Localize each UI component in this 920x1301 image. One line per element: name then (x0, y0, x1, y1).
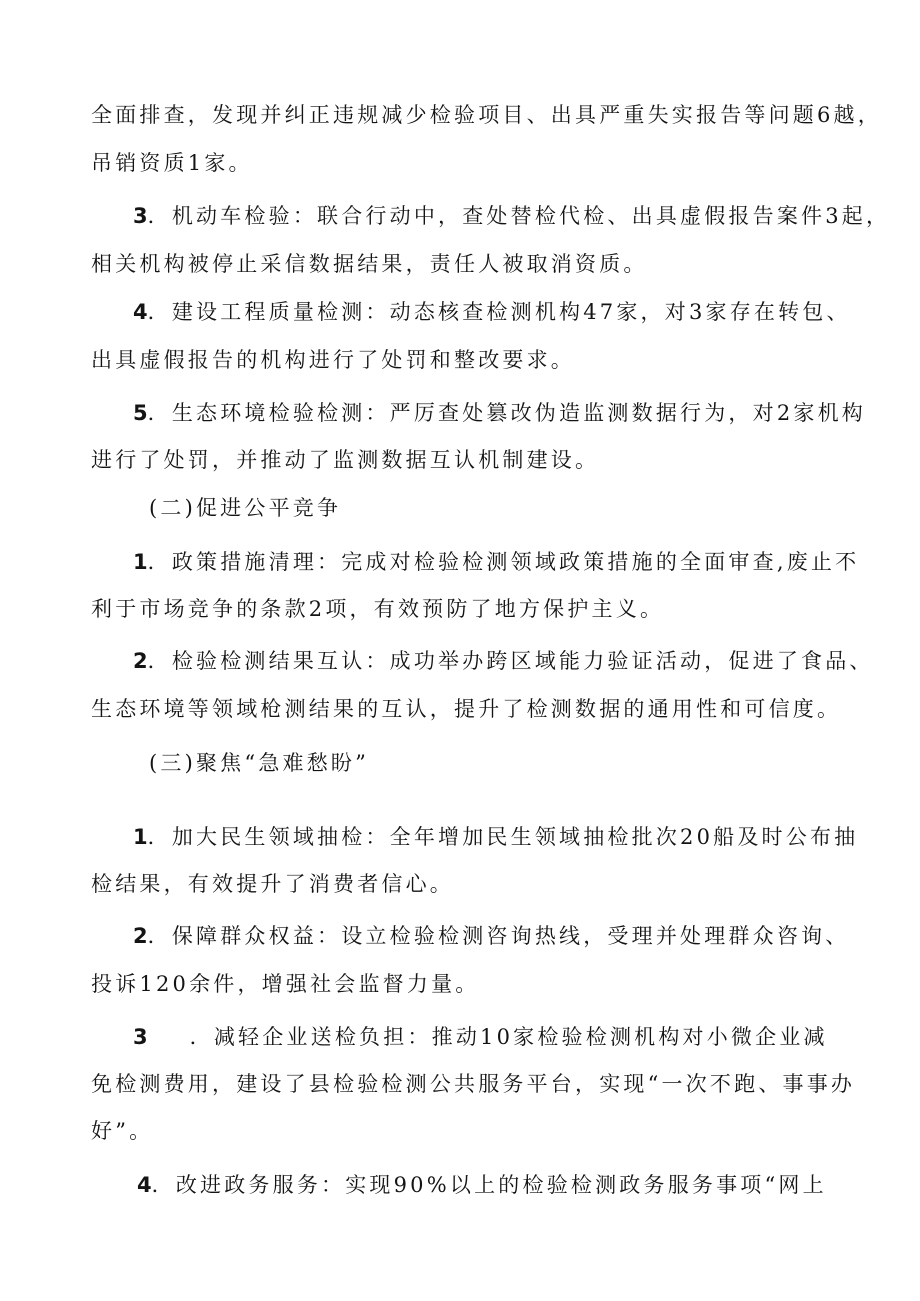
item-reduce-burden-cont-2: 好”。 (91, 1119, 154, 1143)
item-number: 3 (133, 204, 148, 228)
item-number: 1 (133, 550, 148, 574)
item-text: ．改进政务服务：实现90%以上的检验检测政务服务事项“网上 (151, 1173, 827, 1197)
item-public-rights (133, 922, 849, 950)
item-policy-cleanup (133, 548, 859, 576)
item-text: ．政策措施清理：完成对检验检测领域政策措施的全面审查,废止不 (147, 550, 860, 574)
item-text: ．检验检测结果互认：成功举办跨区域能力验证活动，促进了食品、 (147, 649, 874, 673)
item-number: 4 (133, 300, 148, 324)
item-construction-quality (133, 298, 851, 326)
item-construction-quality-cont: 出具虚假报告的机构进行了处罚和整改要求。 (91, 348, 575, 372)
item-number: 3 (133, 1025, 148, 1049)
item-livelihood-sampling (133, 823, 858, 851)
item-eco-environment (133, 399, 866, 427)
item-machine-vehicle-cont: 相关机构被停止采信数据结果，责任人被取消资质。 (91, 252, 648, 276)
item-text: ．建设工程质量检测：动态核查检测机构47家，对3家存在转包、 (147, 300, 851, 324)
item-result-mutual-recognition-cont: 生态环境等领域枪测结果的互认，提升了检测数据的通用性和可信度。 (91, 697, 842, 721)
item-text: ．机动车检验：联合行动中，查处替检代检、出具虚假报告案件3起， (147, 204, 891, 228)
item-text: ．生态环境检验检测：严厉查处篡改伪造监测数据行为，对2家机构 (147, 401, 866, 425)
item-number: 4 (137, 1173, 152, 1197)
item-reduce-burden (133, 1023, 828, 1051)
item-reduce-burden-cont: 免检测费用，建设了县检验检测公共服务平台，实现“一次不跑、事事办 (91, 1072, 856, 1096)
section-heading-fair-competition: (二)促进公平竞争 (149, 496, 342, 520)
intro-line-2: 吊销资质1家。 (91, 151, 253, 175)
item-machine-vehicle (133, 202, 890, 230)
item-text: ．加大民生领域抽检：全年增加民生领域抽检批次20船及时公布抽 (147, 825, 859, 849)
item-public-rights-cont: 投诉120余件，增强社会监督力量。 (91, 972, 480, 996)
intro-line-1: 全面排查，发现并纠正违规减少检验项目、出具严重失实报告等问题6越， (91, 103, 882, 127)
item-result-mutual-recognition (133, 647, 874, 675)
item-number: 2 (133, 924, 148, 948)
item-number: 5 (133, 401, 148, 425)
item-livelihood-sampling-cont: 检结果，有效提升了消费者信心。 (91, 872, 454, 896)
item-text: ．保障群众权益：设立检验检测咨询热线，受理并处理群众咨询、 (147, 924, 850, 948)
item-text: ．减轻企业送检负担：推动10家检验检测机构对小微企业减 (189, 1025, 828, 1049)
item-number: 2 (133, 649, 148, 673)
item-number: 1 (133, 825, 148, 849)
item-policy-cleanup-cont: 利于市场竞争的条款2项，有效预防了地方保护主义。 (91, 597, 665, 621)
section-heading-urgent-needs: (三)聚焦“急难愁盼” (149, 751, 370, 775)
item-gov-services (137, 1171, 827, 1199)
item-eco-environment-cont: 进行了处罚，并推动了监测数据互认机制建设。 (91, 448, 600, 472)
